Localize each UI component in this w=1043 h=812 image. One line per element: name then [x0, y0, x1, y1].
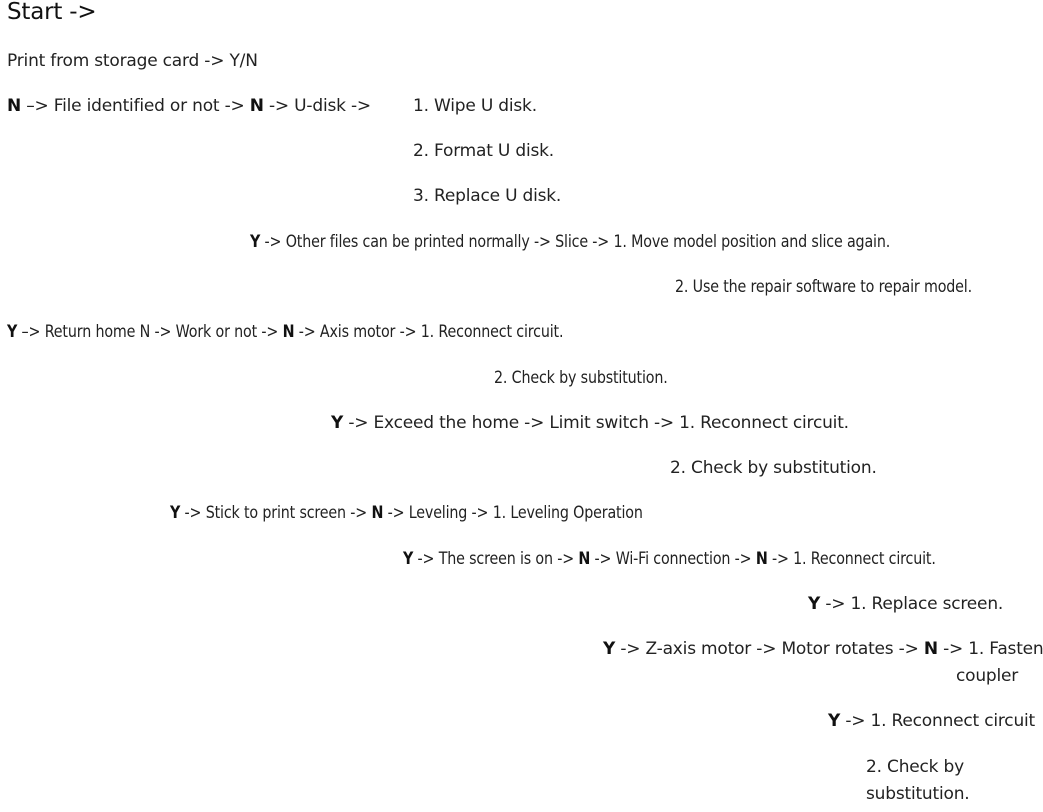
fix-format-u-disk: 2. Format U disk.	[413, 141, 555, 161]
step-text: -> Stick to print screen ->	[180, 503, 372, 523]
yes-label: Y	[7, 322, 18, 342]
yes-label: Y	[403, 549, 414, 569]
flow-step-exceed-home	[331, 412, 849, 434]
fix-check-by: 2. Check by	[866, 757, 964, 777]
yes-label: Y	[250, 232, 261, 252]
step-text: -> Axis motor -> 1. Reconnect circuit.	[294, 322, 564, 342]
step-text: -> 1. Reconnect circuit.	[767, 549, 936, 569]
no-label: N	[755, 549, 768, 569]
no-label: N	[371, 503, 384, 523]
flow-step-stick-print-screen	[170, 502, 643, 524]
no-label: N	[7, 96, 22, 116]
step-text: -> 1. Reconnect circuit	[840, 711, 1036, 731]
no-label: N	[249, 96, 264, 116]
fix-replace-u-disk: 3. Replace U disk.	[413, 186, 562, 206]
yes-label: Y	[828, 711, 841, 731]
step-text: –> File identified or not ->	[21, 96, 250, 116]
step-text: -> The screen is on ->	[413, 549, 579, 569]
no-label: N	[282, 322, 295, 342]
fix-repair-software: 2. Use the repair software to repair model.	[675, 277, 972, 297]
yes-label: Y	[170, 503, 181, 523]
flow-step-z-axis-motor	[603, 638, 1043, 660]
fix-replace-screen	[808, 593, 1003, 615]
fix-check-substitution-axis: 2. Check by substitution.	[494, 368, 668, 388]
flow-step-other-files	[250, 231, 890, 253]
fix-wipe-u-disk: 1. Wipe U disk.	[413, 96, 537, 116]
flow-step-file-identified	[7, 95, 371, 117]
fix-check-substitution-limit: 2. Check by substitution.	[670, 458, 877, 478]
step-text: -> Z-axis motor -> Motor rotates ->	[615, 639, 924, 659]
fix-fasten-coupler-cont: coupler	[956, 666, 1019, 686]
step-text: -> 1. Replace screen.	[820, 594, 1004, 614]
no-label: N	[923, 639, 938, 659]
step-text: -> U-disk ->	[263, 96, 371, 116]
no-label: N	[578, 549, 591, 569]
yes-label: Y	[808, 594, 821, 614]
step-text: –> Return home N -> Work or not ->	[17, 322, 283, 342]
step-text: -> Leveling -> 1. Leveling Operation	[383, 503, 643, 523]
fix-reconnect-circuit-z	[828, 710, 1035, 732]
step-text: -> 1. Fasten	[937, 639, 1043, 659]
yes-label: Y	[331, 413, 344, 433]
yes-label: Y	[603, 639, 616, 659]
flow-step-print-from-card: Print from storage card -> Y/N	[7, 51, 258, 71]
step-text: -> Other files can be printed normally -> Slice -> 1. Move model position and slice again.	[260, 232, 891, 252]
flow-step-return-home	[7, 321, 563, 343]
step-text: -> Wi-Fi connection ->	[590, 549, 756, 569]
fix-substitution-cont: substitution.	[866, 784, 970, 804]
step-text: -> Exceed the home -> Limit switch -> 1. Reconnect circuit.	[343, 413, 849, 433]
page-title: Start ->	[7, 0, 97, 25]
flow-step-screen-on	[403, 548, 936, 570]
